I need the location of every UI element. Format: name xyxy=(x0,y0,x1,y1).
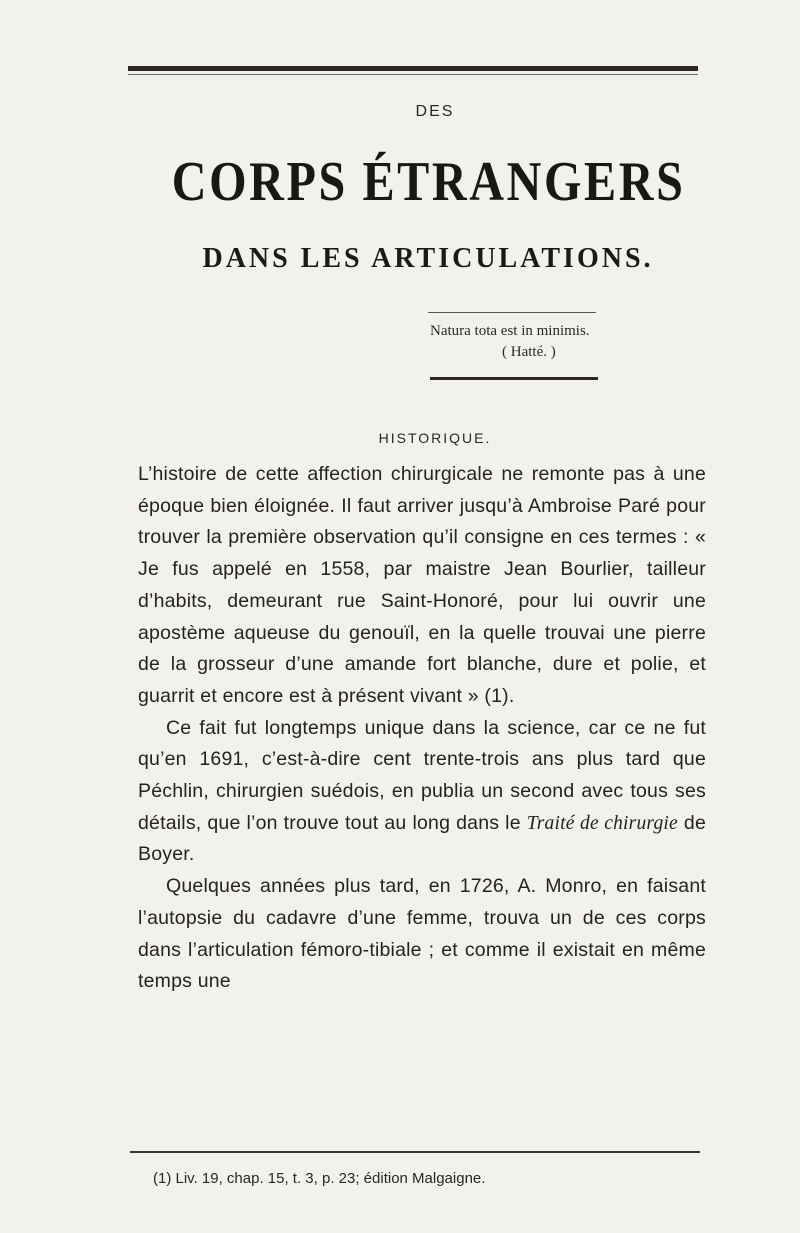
page-title: CORPS ÉTRANGERS xyxy=(171,151,686,213)
footnote: (1) Liv. 19, chap. 15, t. 3, p. 23; édition Malgaigne. xyxy=(153,1170,486,1187)
section-heading: HISTORIQUE. xyxy=(378,430,492,446)
top-rule-thin xyxy=(128,74,698,75)
footnote-rule xyxy=(130,1151,700,1153)
paragraph-3: Quelques années plus tard, en 1726, A. Monro, en faisant l’autopsie du cadavre d’une femme, trouva un de ces corps dans l’articulation fémoro-tibiale ; et comme il existait en même temps une xyxy=(138,875,706,993)
epigraph-quote: Natura tota est in minimis. xyxy=(430,323,590,339)
epigraph xyxy=(430,323,630,361)
title-kicker: DES xyxy=(415,103,455,120)
paragraph-2-text: Ce fait fut longtemps unique dans la science, car ce ne fut qu’en 1691, c’est-à-dire cent trente-trois ans plus tard que Péchlin, chirurgien suédois, en publia un second avec tous ses détails, que l’on trouve tout au long dans le xyxy=(138,716,706,834)
body-text xyxy=(138,459,706,998)
paragraph-2 xyxy=(138,713,706,872)
paragraph-1: L’histoire de cette affection chirurgicale ne remonte pas à une époque bien éloignée. Il faut arriver jusqu’à Ambroise Paré pour trouver la première observation qu’il consigne en ces termes : « Je fus appelé en 1558, par maistre Jean Bourlier, tailleur d’habits, demeurant rue Saint-Honoré, pour lui ouvrir une apostème aqueuse du genouïl, en la quelle trouvai une pierre de la grosseur d’une amande fort blanche, dure et polie, et guarrit et encore est à présent vivant » (1). xyxy=(138,463,706,707)
top-rule xyxy=(128,66,698,71)
book-title-italic: Traité de chirurgie xyxy=(526,812,678,834)
page-subtitle: DANS LES ARTICULATIONS. xyxy=(202,243,654,274)
epigraph-attribution: ( Hatté. ) xyxy=(502,344,556,360)
epigraph-rule-bottom xyxy=(430,377,598,380)
epigraph-rule-top xyxy=(428,312,596,313)
paragraph-2-tail: de Boyer. xyxy=(138,811,706,866)
